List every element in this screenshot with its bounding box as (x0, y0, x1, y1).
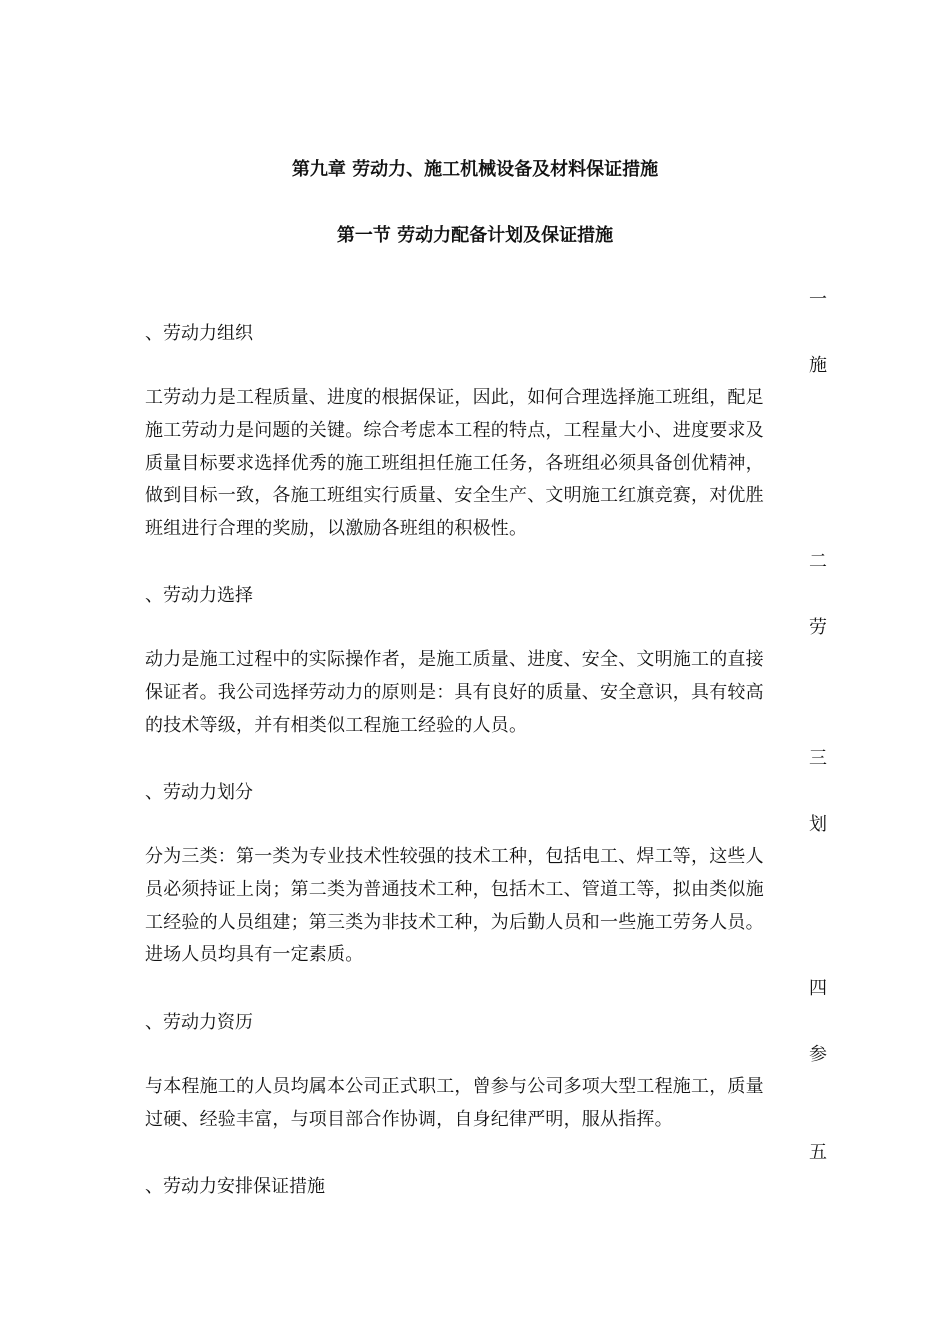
item-heading: 、劳动力划分 (145, 782, 253, 803)
paragraph-line: 与本程施工的人员均属本公司正式职工，曾参与公司多项大型工程施工，质量 (145, 1076, 764, 1097)
chapter-title: 第九章 劳动力、施工机械设备及材料保证措施 (291, 159, 659, 180)
paragraph-line: 班组进行合理的奖励，以激励各班组的积极性。 (145, 518, 528, 540)
paragraph-line: 工经验的人员组建；第三类为非技术工种，为后勤人员和一些施工劳务人员。 (145, 911, 764, 933)
item-paragraph (145, 841, 810, 972)
item-heading: 、劳动力安排保证措施 (145, 1176, 325, 1197)
paragraph-line: 的技术等级，并有相类似工程施工经验的人员。 (145, 714, 528, 736)
paragraph-line: 做到目标一致，各施工班组实行质量、安全生产、文明施工红旗竞赛，对优胜 (145, 485, 764, 507)
paragraph-line: 过硬、经验丰富，与项目部合作协调，自身纪律严明，服从指挥。 (145, 1108, 673, 1130)
paragraph-line: 动力是施工过程中的实际操作者，是施工质量、进度、安全、文明施工的直接 (145, 649, 764, 670)
item-first-char: 划 (809, 814, 827, 835)
section-title: 第一节 劳动力配备计划及保证措施 (336, 225, 614, 246)
paragraph-line: 工劳动力是工程质量、进度的根据保证，因此，如何合理选择施工班组，配足 (145, 387, 764, 408)
item-number: 四 (809, 978, 827, 999)
item-number: 五 (809, 1142, 827, 1163)
paragraph-line: 保证者。我公司选择劳动力的原则是：具有良好的质量、安全意识，具有较高 (145, 681, 764, 703)
item-number: 三 (809, 748, 827, 769)
item-first-char: 劳 (809, 617, 827, 638)
item-number: 一 (809, 289, 827, 310)
item-number: 二 (809, 551, 827, 572)
paragraph-line: 进场人员均具有一定素质。 (145, 944, 364, 966)
paragraph-line: 施工劳动力是问题的关键。综合考虑本工程的特点，工程量大小、进度要求及 (145, 419, 764, 441)
item-heading: 、劳动力资历 (145, 1012, 253, 1033)
paragraph-line: 员必须持证上岗；第二类为普通技术工种，包括木工、管道工等，拟由类似施 (145, 878, 764, 900)
item-paragraph (145, 1071, 810, 1137)
item-first-char: 施 (809, 355, 827, 376)
paragraph-line: 质量目标要求选择优秀的施工班组担任施工任务，各班组必须具备创优精神， (145, 452, 764, 474)
item-paragraph (145, 644, 810, 742)
paragraph-line: 分为三类：第一类为专业技术性较强的技术工种，包括电工、焊工等，这些人 (145, 846, 764, 867)
item-first-char: 参 (809, 1044, 827, 1065)
item-heading: 、劳动力组织 (145, 323, 253, 344)
item-heading: 、劳动力选择 (145, 585, 253, 606)
item-paragraph (145, 382, 810, 546)
